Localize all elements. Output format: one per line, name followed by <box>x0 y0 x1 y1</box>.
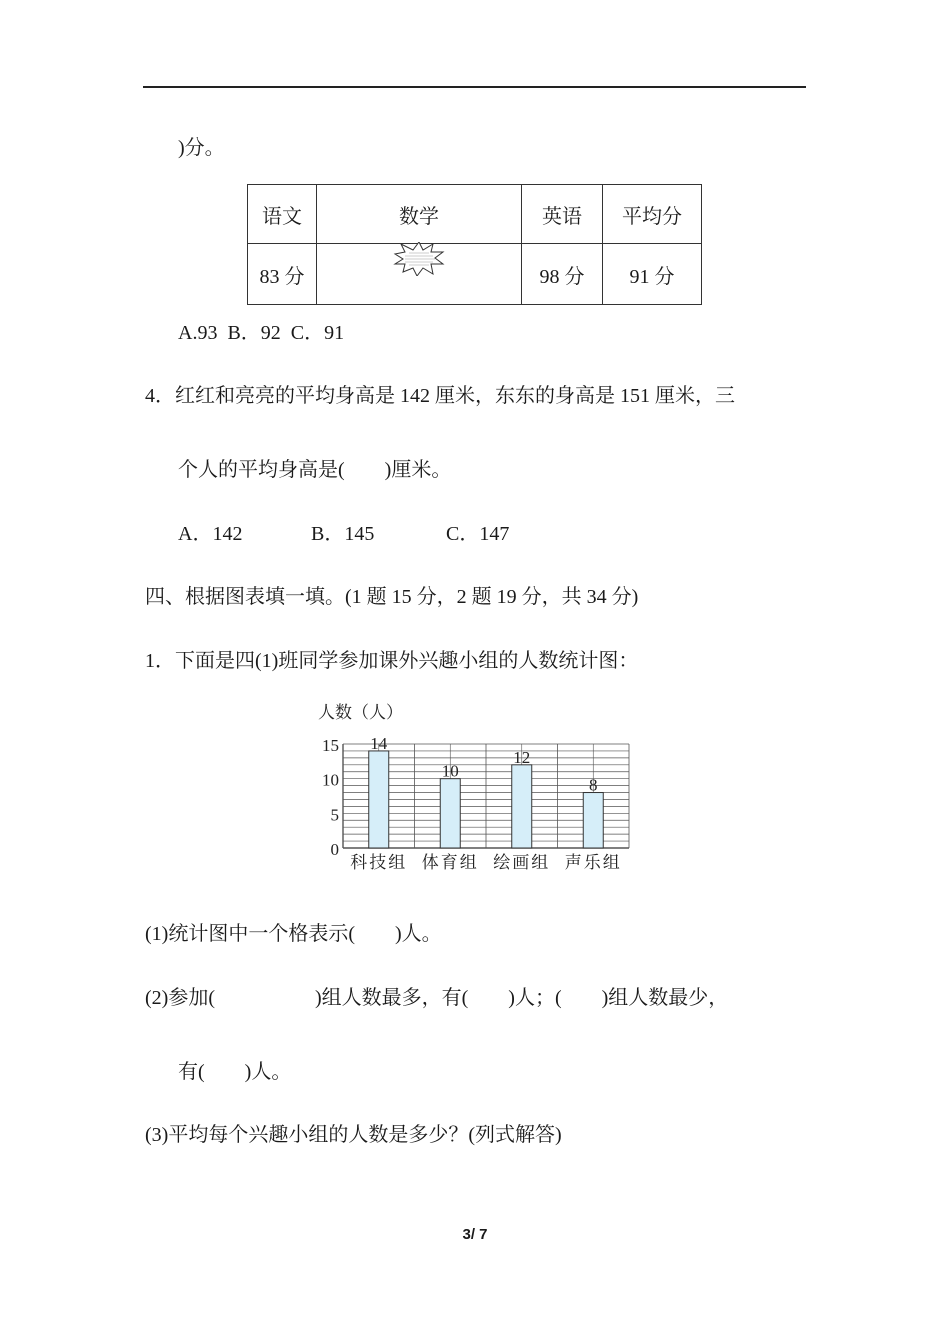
category-label: 绘画组 <box>493 853 551 873</box>
ink-blot-icon <box>393 242 445 276</box>
category-label: 体育组 <box>421 853 479 873</box>
top-rule <box>143 86 806 88</box>
bar-chart-svg <box>310 694 640 884</box>
bar-value-label: 8 <box>589 775 598 795</box>
bar-value-label: 14 <box>370 733 388 753</box>
bar-声乐组 <box>583 793 603 848</box>
question-4: 4．红红和亮亮的平均身高是 142 厘米，东东的身高是 151 厘米，三 <box>145 385 735 407</box>
question-1: 1．下面是四(1)班同学参加课外兴趣小组的人数统计图： <box>145 650 639 672</box>
y-tick-label: 0 <box>330 840 339 859</box>
bar-value-label: 10 <box>441 761 459 781</box>
bar-科技组 <box>369 751 389 848</box>
bar-chart <box>310 694 640 884</box>
header-english: 英语 <box>522 185 603 244</box>
header-math: 数学 <box>317 185 522 244</box>
choices-q3: A.93 B．92 C．91 <box>178 322 345 344</box>
sub-question-2: (2)参加( )组人数最多，有( )人；( )组人数最少， <box>145 987 729 1009</box>
sub-question-3: (3)平均每个兴趣小组的人数是多少？(列式解答) <box>145 1124 562 1146</box>
sub-question-1: (1)统计图中一个格表示( )人。 <box>145 923 442 945</box>
question-4-cont: 个人的平均身高是( )厘米。 <box>178 459 452 481</box>
header-average: 平均分 <box>603 185 702 244</box>
header-chinese: 语文 <box>248 185 317 244</box>
choice-b: B．145 <box>311 523 375 545</box>
value-math-hidden <box>317 244 522 305</box>
y-axis-title: 人数（人） <box>318 703 403 723</box>
bar-体育组 <box>440 779 460 848</box>
category-label: 科技组 <box>350 853 408 873</box>
value-average: 91 分 <box>603 244 702 305</box>
page-number: 3/ 7 <box>462 1226 488 1243</box>
y-tick-label: 15 <box>322 736 339 755</box>
y-tick-label: 10 <box>322 770 339 790</box>
bar-value-label: 12 <box>513 747 531 767</box>
category-label: 声乐组 <box>564 853 622 873</box>
value-chinese: 83 分 <box>248 244 317 305</box>
text-line-fen: )分。 <box>178 137 225 159</box>
choice-c: C．147 <box>446 523 510 545</box>
value-english: 98 分 <box>522 244 603 305</box>
score-table <box>247 184 702 305</box>
choice-a: A．142 <box>178 523 243 545</box>
bar-绘画组 <box>512 765 532 848</box>
y-tick-label: 5 <box>330 805 339 825</box>
sub-question-2-cont: 有( )人。 <box>178 1061 292 1083</box>
section-4-title: 四、根据图表填一填。(1 题 15 分，2 题 19 分，共 34 分) <box>145 586 639 608</box>
